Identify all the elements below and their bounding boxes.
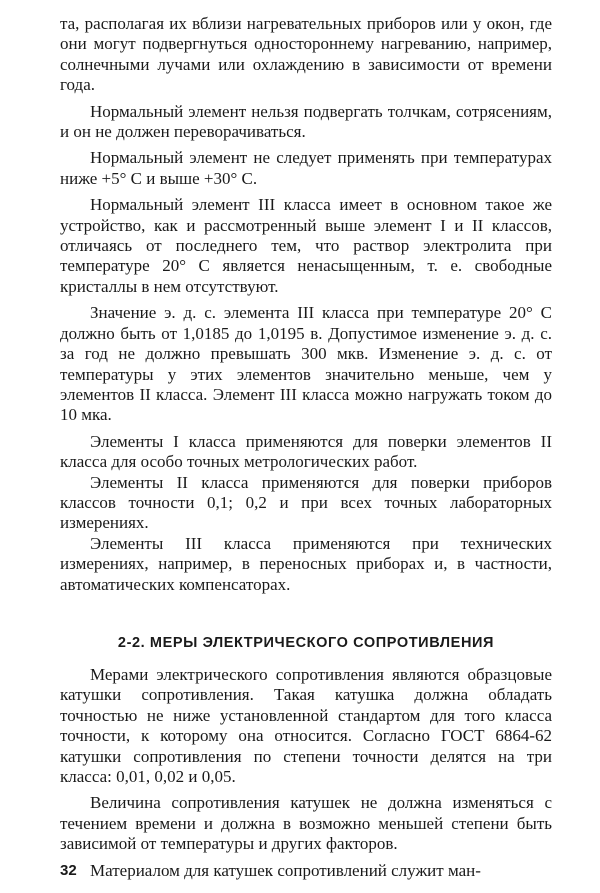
page-number: 32 — [60, 862, 77, 879]
paragraph-class-i-use: Элементы I класса применяются для поверки элементов II класса для особо точных метрологических работ. — [60, 431, 552, 472]
paragraph-resistance-stability: Величина сопротивления катушек не должна изменяться с течением времени и должна в возможно меньшей степени быть зависимой от температуры и других факторов. — [60, 793, 552, 854]
paragraph-class-iii-design: Нормальный элемент III класса имеет в основном такое же устройство, как и рассмотренный выше элемент I и II классов, отличаясь от последнего тем, что раствор электролита при температуре 20° С является ненасыщенным, т. е. свободные кристаллы в нем отсутствуют. — [60, 195, 552, 296]
paragraph-continuation: та, располагая их вблизи нагревательных приборов или у окон, где они могут подвергнуться одностороннему нагреванию, например, солнечными лучами или охлаждению в зависимости от времени года. — [60, 14, 552, 95]
paragraph-resistance-measures: Мерами электрического сопротивления являются образцовые катушки сопротивления. Такая катушка должна обладать точностью не ниже установленной стандартом для того класса точности, к которому она относится. Согласно ГОСТ 6864-62 катушки сопротивления по степени точности делятся на три класса: 0,01, 0,02 и 0,05. — [60, 664, 552, 786]
paragraph-class-ii-use: Элементы II класса применяются для поверки приборов классов точности 0,1; 0,2 и при всех точных лабораторных измерениях. — [60, 472, 552, 533]
section-heading: 2-2. МЕРЫ ЭЛЕКТРИЧЕСКОГО СОПРОТИВЛЕНИЯ — [117, 634, 495, 651]
paragraph-class-iii-emf: Значение э. д. с. элемента III класса при температуре 20° С должно быть от 1,0185 до 1,0195 в. Допустимое изменение э. д. с. за год не должно превышать 300 мкв. Изменение э. д. с. от температуры у этих элементов значительно меньше, чем у элементов II класса. Элемент III класса можно нагружать током до 10 мка. — [60, 303, 552, 425]
paragraph-class-iii-use: Элементы III класса применяются при технических измерениях, например, в переносных приборах и, в частности, автоматических компенсаторах. — [60, 533, 552, 594]
paragraph-shocks: Нормальный элемент нельзя подвергать толчкам, сотрясениям, и он не должен переворачиваться. — [60, 101, 552, 142]
paragraph-temperature-limits: Нормальный элемент не следует применять при температурах ниже +5° С и выше +30° С. — [60, 148, 552, 188]
paragraph-coil-material: Материалом для катушек сопротивлений служит ман- — [90, 860, 481, 880]
